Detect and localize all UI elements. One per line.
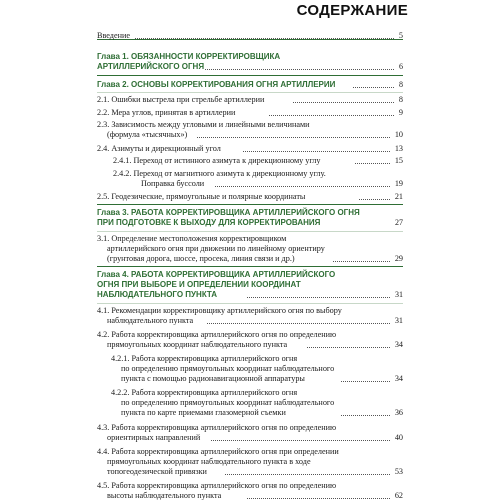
- toc-entry-title: 2.3. Зависимость между угловыми и линейными величинами (формула «тысячных»): [97, 120, 310, 139]
- toc-entry-4-1[interactable]: [97, 306, 403, 326]
- toc-entry-title: 3.1. Определение местоположения корректировщиком артиллерийского огня при движении по линейному ориентиру (грунтовая дорога, шоссе, просека, линия связи и др.): [97, 234, 325, 263]
- toc-entry-title: 2.4. Азимуты и дирекционный угол: [97, 144, 221, 153]
- page-title: СОДЕРЖАНИЕ: [296, 2, 408, 19]
- dot-leader: [225, 474, 390, 475]
- page-number: 53: [394, 467, 403, 476]
- toc-entry-title: 4.2. Работа корректировщика артиллерийского огня по определению прямоугольных координат наблюдательного пункта: [97, 330, 337, 349]
- page-number: 31: [395, 290, 403, 299]
- divider: [97, 75, 403, 76]
- toc-entry-title: Глава 3. РАБОТА КОРРЕКТИРОВЩИКА АРТИЛЛЕРИЙСКОГО ОГНЯ ПРИ ПОДГОТОВКЕ К ВЫХОДУ ДЛЯ КОРРЕКТИРОВАНИЯ: [97, 208, 360, 227]
- toc-entry-2-3[interactable]: [97, 120, 403, 140]
- page-number: 19: [394, 179, 403, 188]
- toc-entry-2-4-1[interactable]: [97, 156, 403, 166]
- toc-entry-3-1[interactable]: [97, 234, 403, 264]
- dot-leader: [197, 137, 390, 138]
- page-number: 6: [399, 62, 403, 71]
- dot-leader: [243, 151, 390, 152]
- dot-leader: [269, 115, 394, 116]
- toc-entry-title: 2.2. Мера углов, принятая в артиллерии: [97, 108, 236, 117]
- toc-entry-4-2-2[interactable]: [97, 388, 403, 418]
- dot-leader: [353, 87, 394, 88]
- dot-leader: [307, 347, 390, 348]
- toc-entry-2-2[interactable]: [97, 108, 403, 118]
- page-number: 36: [394, 408, 403, 417]
- toc-entry-title: Глава 1. ОБЯЗАННОСТИ КОРРЕКТИРОВЩИКА АРТИЛЛЕРИЙСКОГО ОГНЯ: [97, 52, 281, 71]
- toc-entry-4-2[interactable]: [97, 330, 403, 350]
- page-number: 40: [394, 433, 403, 442]
- toc-entry-title: 2.4.2. Переход от магнитного азимута к дирекционному углу. Поправка буссоли: [113, 169, 326, 188]
- page-number: 10: [394, 130, 403, 139]
- divider: [97, 92, 403, 93]
- dot-leader: [359, 199, 390, 200]
- dot-leader: [341, 381, 390, 382]
- dot-leader: [247, 297, 390, 298]
- toc-entry-2-4[interactable]: [97, 144, 403, 154]
- toc-entry-title: Глава 4. РАБОТА КОРРЕКТИРОВЩИКА АРТИЛЛЕРИЙСКОГО ОГНЯ ПРИ ВЫБОРЕ И ОПРЕДЕЛЕНИИ КООРДИНАТ НАБЛЮДАТЕЛЬНОГО ПУНКТА: [97, 270, 336, 299]
- toc-entry-4-4[interactable]: [97, 447, 403, 477]
- page-number: 13: [394, 144, 403, 153]
- page-number: 9: [398, 108, 403, 117]
- toc-entry-4-2-1[interactable]: [97, 354, 403, 384]
- toc-entry-4-5[interactable]: [97, 481, 403, 501]
- toc-entry-chapter-2[interactable]: [97, 80, 403, 90]
- page-number: 62: [394, 491, 403, 500]
- page-number: 8: [398, 95, 403, 104]
- toc-entry-chapter-3[interactable]: [97, 208, 403, 228]
- page-number: 34: [394, 340, 403, 349]
- page-number: 31: [394, 316, 403, 325]
- toc-entry-title: 2.4.1. Переход от истинного азимута к дирекционному углу: [113, 156, 321, 165]
- dot-leader: [333, 261, 390, 262]
- dot-leader: [211, 440, 390, 441]
- divider: [97, 266, 403, 267]
- dot-leader: [355, 163, 390, 164]
- toc-entry-title: 2.5. Геодезические, прямоугольные и полярные координаты: [97, 192, 306, 201]
- toc-entry-title: 4.1. Рекомендации корректировщику артиллерийского огня по выбору наблюдательного пункта: [97, 306, 342, 325]
- divider: [97, 303, 403, 304]
- dot-leader: [293, 102, 394, 103]
- page-number: 21: [394, 192, 403, 201]
- dot-leader: [247, 498, 390, 499]
- dot-leader: [205, 69, 394, 70]
- toc-entry-title: 4.4. Работа корректировщика артиллерийского огня при определении прямоугольных координат наблюдательного пункта в ходе топогеодезической привязки: [97, 447, 339, 476]
- toc-entry-title: 2.1. Ошибки выстрела при стрельбе артиллерии: [97, 95, 265, 104]
- toc-entry-introduction[interactable]: [97, 31, 403, 41]
- toc-entry-4-3[interactable]: [97, 423, 403, 443]
- divider: [97, 231, 403, 232]
- toc-entry-title: 4.2.2. Работа корректировщика артиллерийского огня по определению прямоугольных координат наблюдательного пункта по карте приемами глазомерной съемки: [111, 388, 335, 417]
- page-number: 8: [399, 80, 403, 89]
- toc-entry-title: Введение: [97, 31, 131, 40]
- toc-entry-title: Глава 2. ОСНОВЫ КОРРЕКТИРОВАНИЯ ОГНЯ АРТИЛЛЕРИИ: [97, 80, 336, 89]
- dot-leader: [341, 415, 390, 416]
- page-number: 27: [395, 218, 403, 227]
- toc-entry-title: 4.3. Работа корректировщика артиллерийского огня по определению ориентирных направлений: [97, 423, 337, 442]
- dot-leader: [135, 38, 394, 39]
- toc-entry-title: 4.5. Работа корректировщика артиллерийского огня по определению высоты наблюдательного пункта: [97, 481, 337, 500]
- toc-entry-2-5[interactable]: [97, 192, 403, 202]
- toc-entry-2-4-2[interactable]: [97, 169, 403, 189]
- page-number: 15: [394, 156, 403, 165]
- toc-entry-chapter-1[interactable]: [97, 52, 403, 72]
- page-number: 29: [394, 254, 403, 263]
- toc-entry-2-1[interactable]: [97, 95, 403, 105]
- toc-entry-chapter-4[interactable]: [97, 270, 403, 300]
- page-number: 34: [394, 374, 403, 383]
- page-number: 5: [398, 31, 403, 40]
- dot-leader: [215, 186, 390, 187]
- toc-entry-title: 4.2.1. Работа корректировщика артиллерийского огня по определению прямоугольных координат наблюдательного пункта с помощью радионавигационной аппаратуры: [111, 354, 335, 383]
- divider: [97, 204, 403, 205]
- dot-leader: [207, 323, 390, 324]
